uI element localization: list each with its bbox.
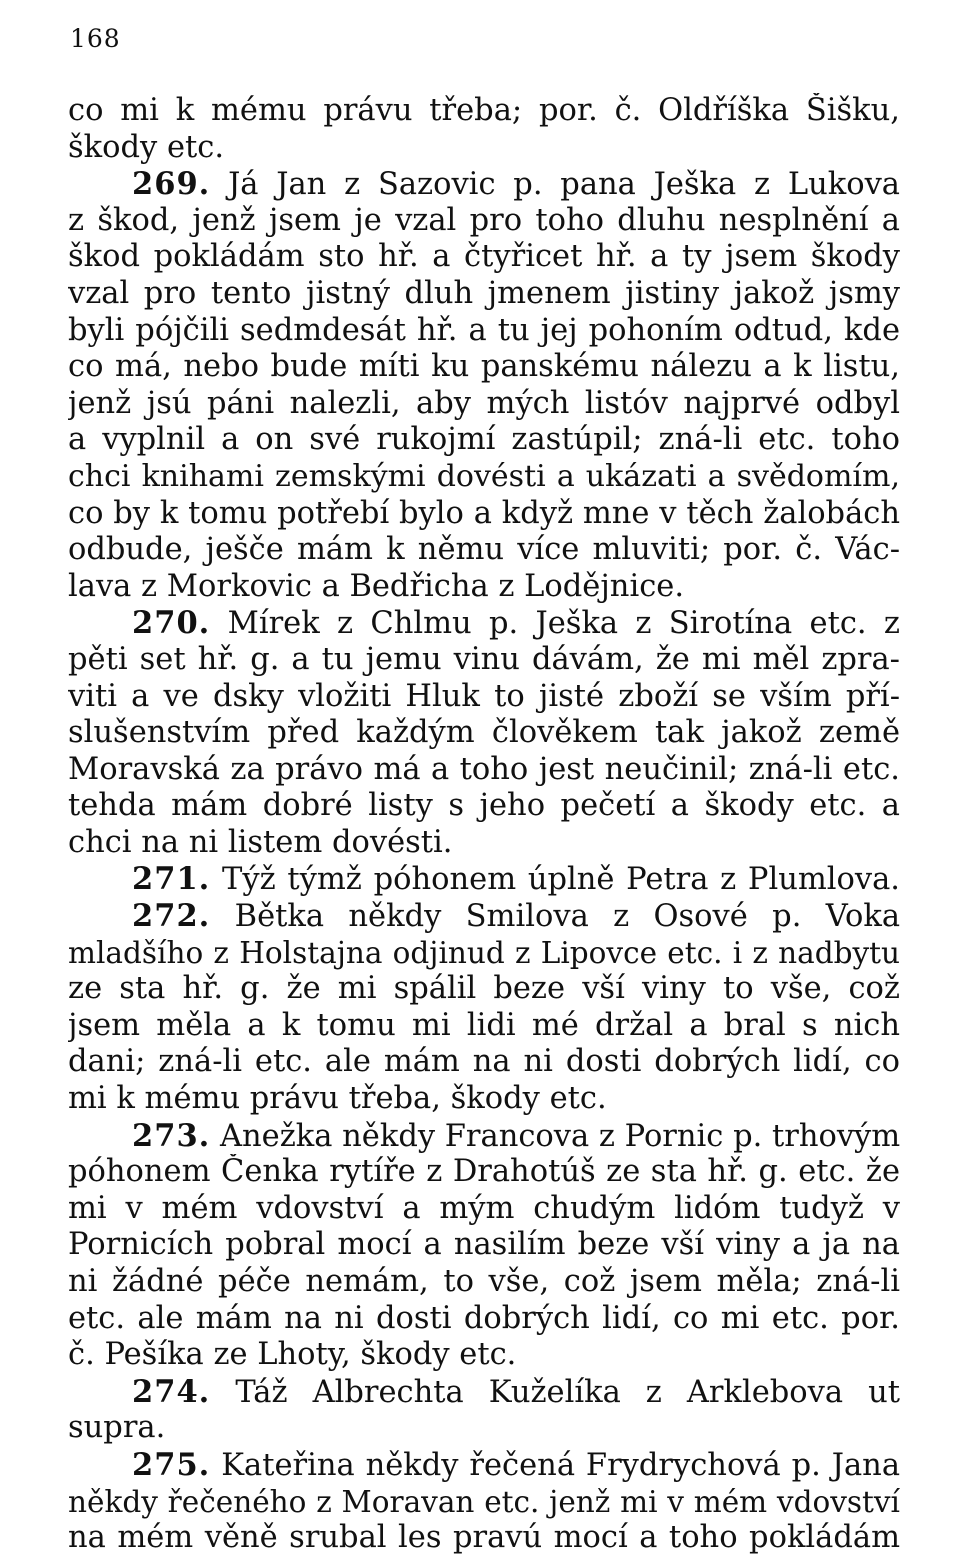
text-line (68, 1227, 900, 1264)
page-number: 168 (70, 24, 121, 53)
entry-number: 269. (132, 166, 211, 203)
line-text: někdy řečeného z Moravan etc. jenž mi v mém vdovství (68, 1484, 900, 1519)
text-line (68, 935, 900, 972)
line-text: co má, nebo bude míti ku panskému nálezu a k listu, (68, 349, 900, 385)
line-text: Anežka někdy Francova z Pornic p. trhovým (220, 1118, 900, 1154)
line-text: pěti set hř. g. a tu jemu vinu dávám, že mi měl zpra- (68, 641, 900, 677)
line-text: slušenstvím před každým člověkem tak jakož země (68, 715, 900, 751)
text-line (68, 1484, 900, 1521)
line-text: Pornicích pobral mocí a nasilím beze vší viny a ja na (68, 1227, 900, 1263)
text-line (68, 825, 900, 862)
line-text: Moravská za právo má a toho jest neučinil; zná-li etc. (68, 751, 900, 787)
text-line (68, 532, 900, 569)
line-text: a vyplnil a on své rukojmí zastúpil; zná-li etc. toho (68, 422, 900, 458)
text-line (68, 166, 900, 203)
text-line (68, 1044, 900, 1081)
text-line (68, 971, 900, 1008)
text-line (68, 1410, 900, 1447)
entry-number: 272. (132, 898, 211, 935)
text-line (68, 422, 900, 459)
line-text: ni žádné péče nemám, to vše, což jsem měla; zná-li (68, 1264, 900, 1299)
entry-number: 271. (132, 861, 211, 898)
line-text: etc. ale mám na ni dosti dobrých lidí, co mi etc. por. (68, 1300, 900, 1336)
body-text (68, 93, 900, 1557)
entry-number: 275. (132, 1446, 211, 1483)
line-text: lava z Morkovic a Bedřicha z Lodějnice. (68, 568, 685, 604)
text-line (68, 605, 900, 642)
text-line (68, 679, 900, 716)
line-text: jsem měla a k tomu mi lidi mé držal a bral s nich (68, 1007, 900, 1043)
line-text: Táž Albrechta Kuželíka z Arklebova ut (235, 1374, 900, 1410)
text-line (68, 752, 900, 789)
text-line (68, 349, 900, 386)
line-text: mladšího z Holstajna odjinud z Lipovce etc. i z nadbytu (68, 935, 900, 970)
line-text: co mi k mému právu třeba; por. č. Oldříška Šišku, (68, 93, 900, 128)
line-text: Mírek z Chlmu p. Ješka z Sirotína etc. z (227, 606, 900, 642)
text-line (68, 861, 900, 898)
line-text: Týž týmž póhonem úplně Petra z Plumlova. (222, 862, 900, 898)
line-text: Kateřina někdy řečená Frydrychová p. Jana (221, 1447, 900, 1483)
text-line (68, 1337, 900, 1374)
line-text: Bětka někdy Smilova z Osové p. Voka (234, 899, 900, 935)
line-text: jenž jsú páni nalezli, aby mých listóv najprvé odbyl (68, 385, 900, 421)
text-line (68, 459, 900, 496)
line-text: byli pójčili sedmdesát hř. a tu jej pohoním odtud, kde (68, 312, 900, 348)
text-line (68, 1008, 900, 1045)
text-line (68, 276, 900, 313)
line-text: mi k mému právu třeba, škody etc. (68, 1081, 607, 1117)
line-text: č. Pešíka ze Lhoty, škody etc. (68, 1337, 517, 1373)
text-line (68, 1191, 900, 1228)
line-text: supra. (68, 1410, 166, 1446)
text-line (68, 898, 900, 935)
line-text: chci knihami zemskými dovésti a ukázati a svědomím, (68, 458, 900, 494)
line-text: tehda mám dobré listy s jeho pečetí a škody etc. a (68, 788, 900, 824)
line-text: vzal pro tento jistný dluh jmenem jistiny jakož jsmy (68, 275, 900, 311)
text-line (68, 1520, 900, 1557)
line-text: co by k tomu potřebí bylo a když mne v těch žalobách (68, 495, 900, 531)
text-line (68, 386, 900, 423)
line-text: viti a ve dsky vložiti Hluk to jisté zboží se vším pří- (68, 678, 900, 714)
text-line (68, 130, 900, 167)
text-line (68, 788, 900, 825)
text-line (68, 93, 900, 130)
line-text: ze sta hř. g. že mi spálil beze vší viny to vše, což (68, 971, 900, 1007)
text-line (68, 1447, 900, 1484)
line-text: dani; zná-li etc. ale mám na ni dosti dobrých lidí, co (68, 1044, 900, 1080)
text-line (68, 1118, 900, 1155)
text-line (68, 569, 900, 606)
text-line (68, 1154, 900, 1191)
line-text: odbude, ješče mám k němu více mluviti; por. č. Vác- (68, 532, 900, 568)
line-text: škody etc. (68, 129, 225, 165)
text-line (68, 715, 900, 752)
text-line (68, 313, 900, 350)
line-text: chci na ni listem dovésti. (68, 824, 453, 860)
text-line (68, 496, 900, 533)
text-line (68, 1301, 900, 1338)
line-text: póhonem Čenka rytíře z Drahotúš ze sta hř. g. etc. že (68, 1154, 900, 1190)
entry-number: 270. (132, 605, 211, 642)
text-line (68, 203, 900, 240)
entry-number: 274. (132, 1373, 211, 1410)
text-line (68, 642, 900, 679)
text-line (68, 1264, 900, 1301)
text-line (68, 1374, 900, 1411)
line-text: z škod, jenž jsem je vzal pro toho dluhu nesplnění a (68, 202, 900, 238)
entry-number: 273. (132, 1117, 211, 1154)
line-text: na mém věně srubal les pravú mocí a toho pokládám (68, 1520, 900, 1556)
line-text: mi v mém vdovství a mým chudým lidóm tudyž v (68, 1190, 900, 1226)
line-text: Já Jan z Sazovic p. pana Ješka z Lukova (228, 167, 900, 203)
line-text: škod pokládám sto hř. a čtyřicet hř. a ty jsem škody (68, 239, 900, 275)
text-line (68, 239, 900, 276)
text-line (68, 1081, 900, 1118)
